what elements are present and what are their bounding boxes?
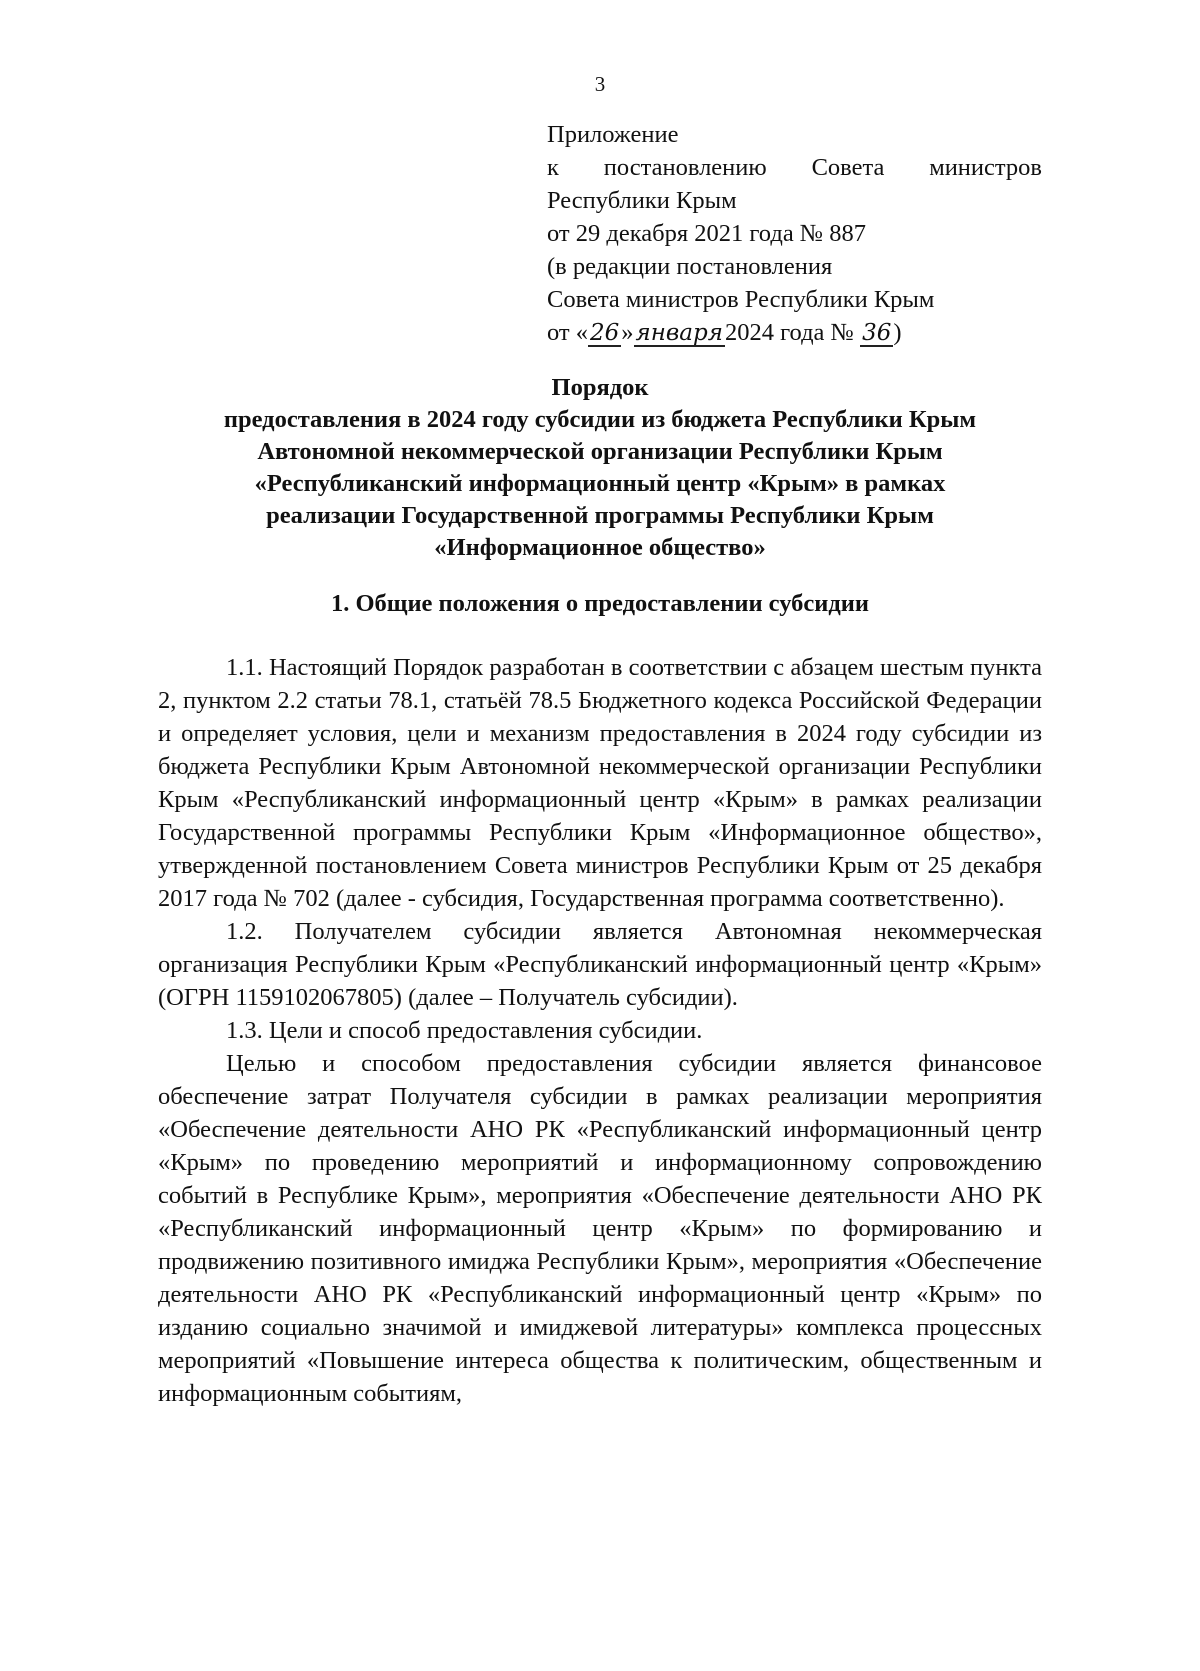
date-prefix: от « [547,319,589,346]
appendix-line-4: от 29 декабря 2021 года № 887 [547,220,867,247]
appendix-line-7 [547,316,1042,349]
title-line-6: «Информационное общество» [434,534,766,561]
document-title [150,372,1050,564]
handwritten-month: января [635,320,723,346]
paragraph-1-2: 1.2. Получателем субсидии является Автономная некоммерческая организация Республики Крым «Республиканский информационный центр «Крым» (ОГРН 1159102067805) (далее – Получатель субсидии). [158,918,1042,1011]
title-line-1: Порядок [551,374,649,401]
handwritten-number: 36 [862,320,892,346]
document-body [158,651,1042,1410]
section-heading: 1. Общие положения о предоставлении субсидии [330,590,870,617]
appendix-label: Приложение [547,121,679,148]
date-suffix: ) [893,319,902,346]
appendix-word: Совета [811,154,885,181]
title-line-5: реализации Государственной программы Республики Крым [266,502,934,529]
page-number: 3 [594,72,606,96]
title-line-3: Автономной некоммерческой организации Республики Крым [257,438,943,465]
paragraph-purpose: Целью и способом предоставления субсидии является финансовое обеспечение затрат Получателя субсидии в рамках реализации мероприятия «Обеспечение деятельности АНО РК «Республиканский информационный центр «Крым» по проведению мероприятий и информационному сопровождению событий в Республике Крым», мероприятия «Обеспечение деятельности АНО РК «Республиканский информационный центр «Крым» по формированию и продвижению позитивного имиджа Республики Крым», мероприятия «Обеспечение деятельности АНО РК «Республиканский информационный центр «Крым» по изданию социально значимой и имиджевой литературы» комплекса процессных мероприятий «Повышение интереса общества к политическим, общественным и информационным событиям, [158,1050,1042,1407]
appendix-line-5: (в редакции постановления [547,253,833,280]
title-line-4: «Республиканский информационный центр «Крым» в рамках [254,470,946,497]
paragraph-1-1: 1.1. Настоящий Порядок разработан в соответствии с абзацем шестым пункта 2, пунктом 2.2 статьи 78.1, статьёй 78.5 Бюджетного кодекса Российской Федерации и определяет условия, цели и механизм предоставления в 2024 году субсидии из бюджета Республики Крым Автономной некоммерческой организации Республики Крым «Республиканский информационный центр «Крым» в рамках реализации Государственной программы Республики Крым «Информационное общество», утвержденной постановлением Совета министров Республики Крым от 25 декабря 2017 года № 702 (далее - субсидия, Государственная программа соответственно). [158,654,1042,912]
appendix-line-6: Совета министров Республики Крым [547,286,935,313]
appendix-word: министров [929,154,1042,181]
appendix-block [547,118,1042,349]
paragraph-1-3: 1.3. Цели и способ предоставления субсидии. [226,1017,703,1044]
appendix-line-2 [547,151,1042,184]
date-year-text: 2024 года № [724,319,854,346]
appendix-line-3: Республики Крым [547,187,737,214]
appendix-word: постановлению [603,154,767,181]
handwritten-day: 26 [590,320,620,346]
title-line-2: предоставления в 2024 году субсидии из бюджета Республики Крым [223,406,977,433]
date-mid: » [621,319,634,346]
appendix-word: к [547,154,559,181]
